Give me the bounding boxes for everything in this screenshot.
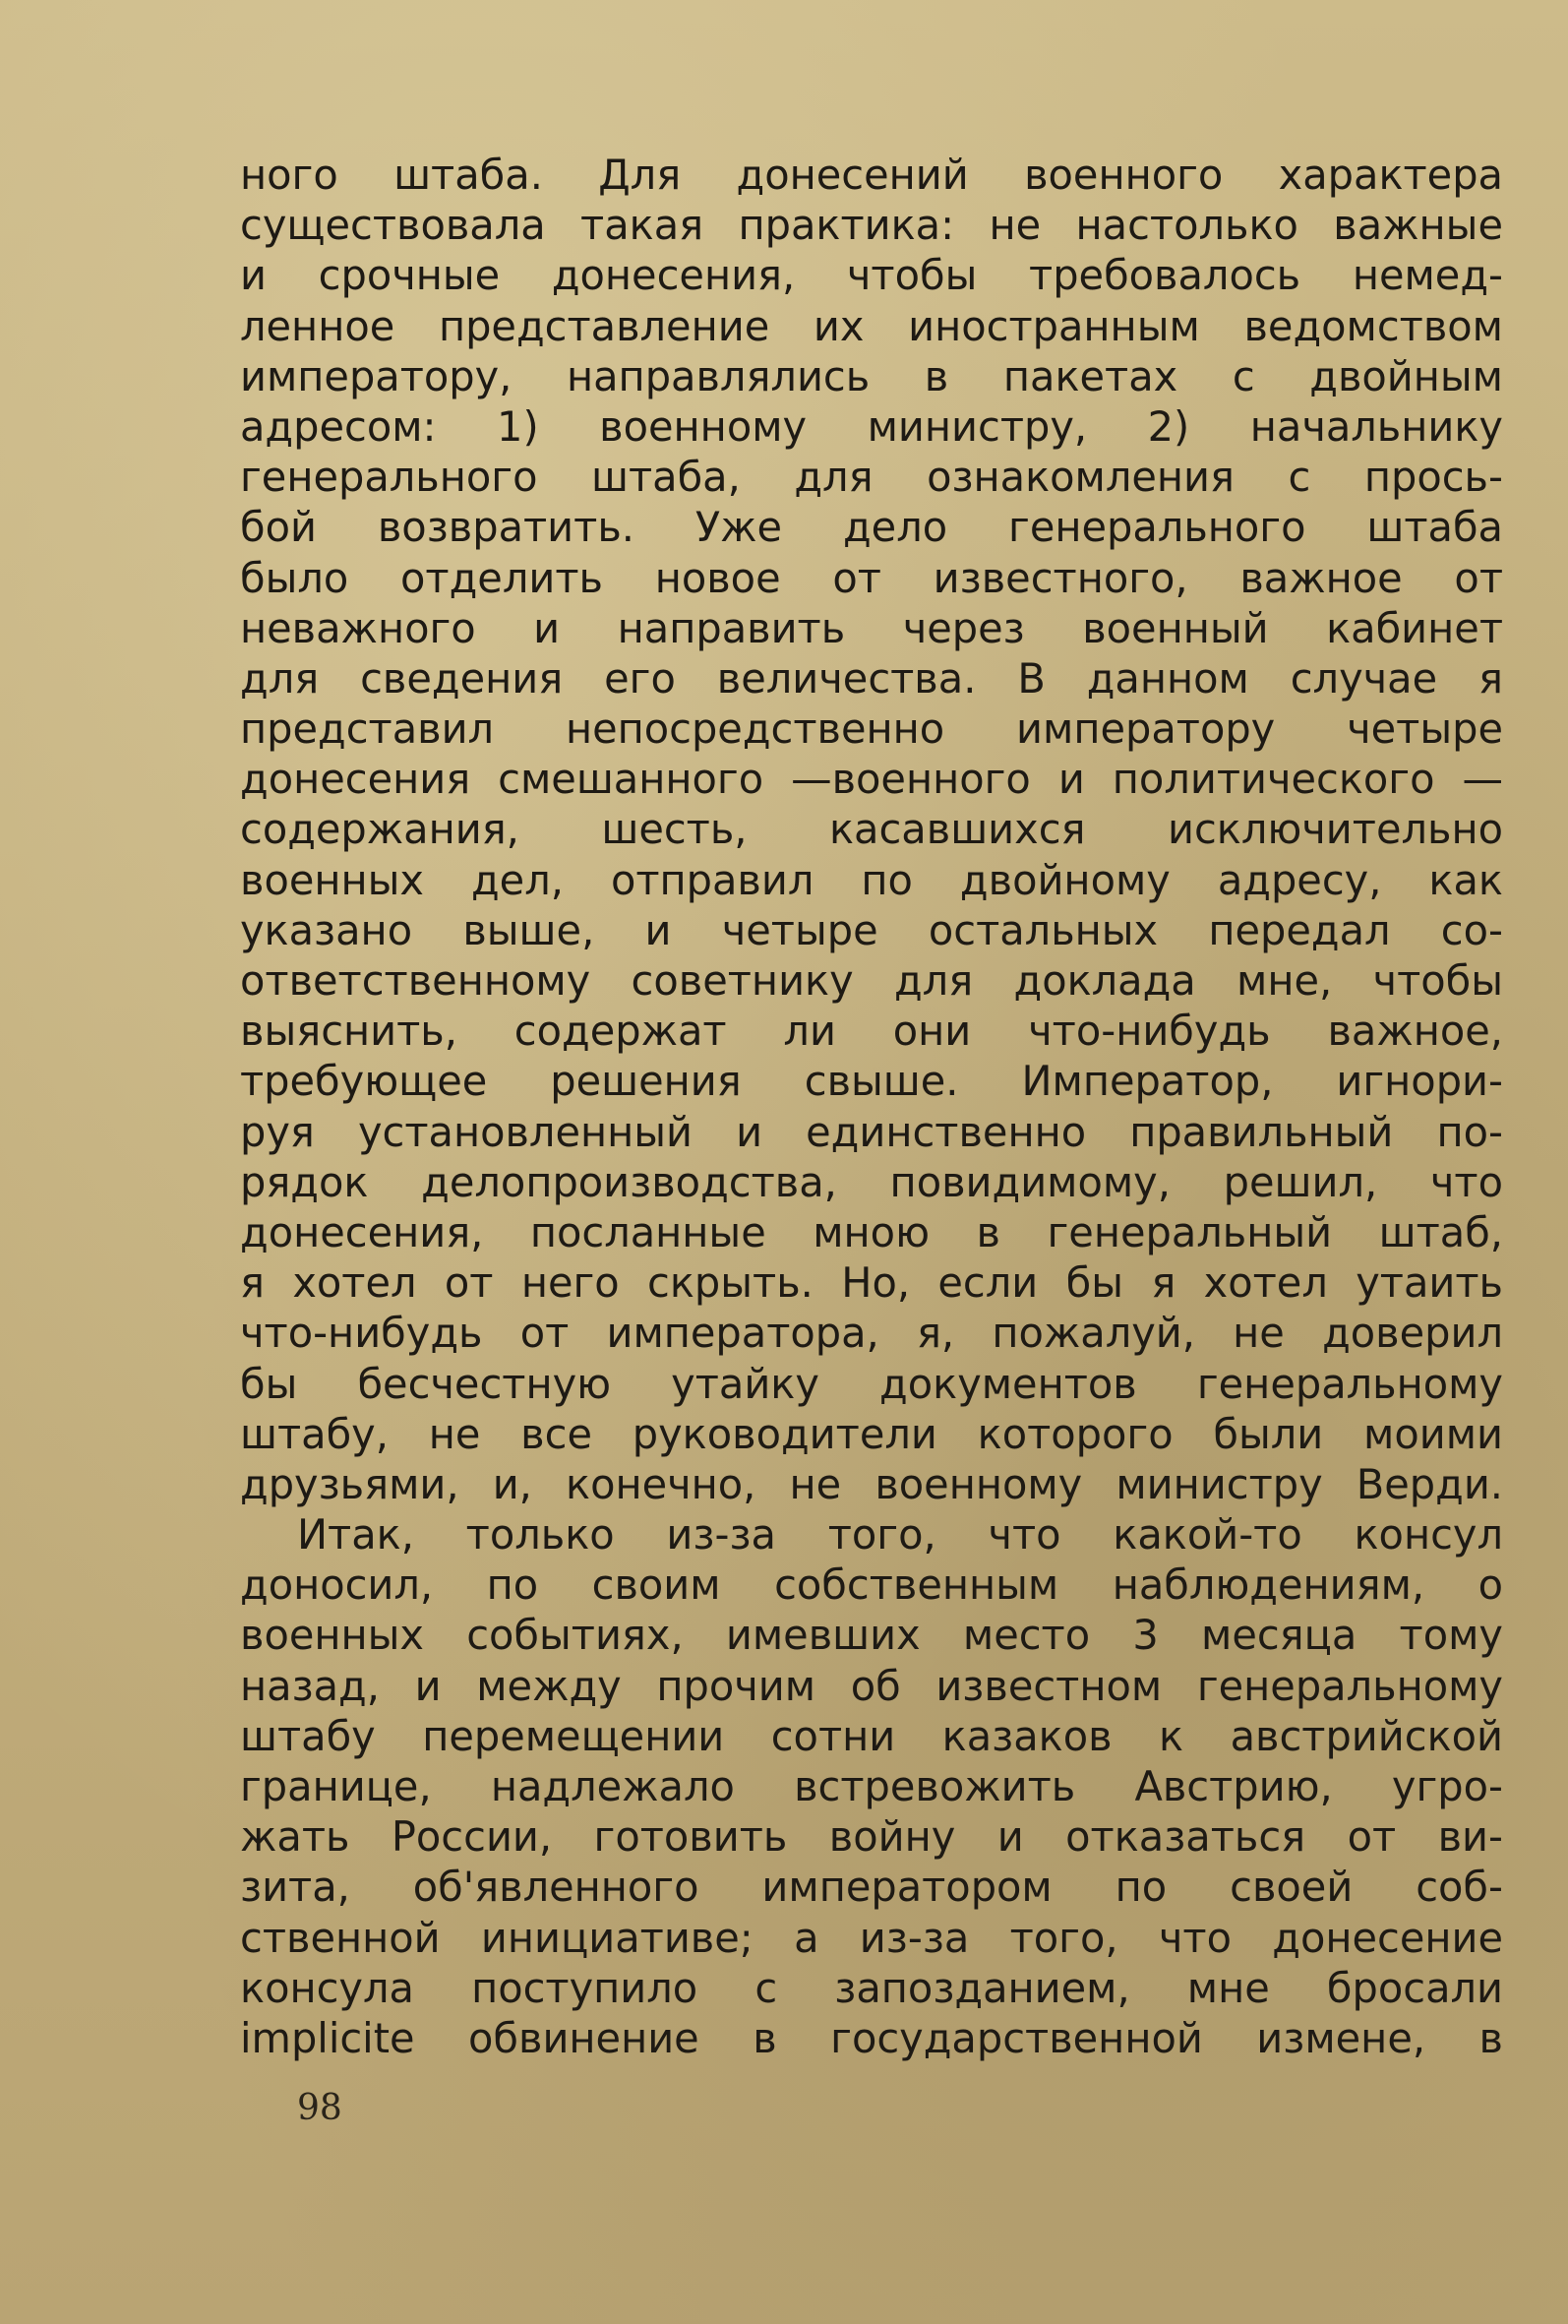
text-line: существовала такая практика: не настолько важные	[240, 201, 1503, 250]
text-line: консула поступило с запозданием, мне бросали	[240, 1963, 1503, 2012]
text-line: бы бесчестную утайку документов генеральному	[240, 1359, 1503, 1408]
text-line: требующее решения свыше. Император, игнори-	[240, 1057, 1503, 1106]
text-line: штабу, не все руководители которого были моими	[240, 1409, 1503, 1458]
text-line: выяснить, содержат ли они что-нибудь важное,	[240, 1007, 1503, 1056]
text-line: что-нибудь от императора, я, пожалуй, не доверил	[240, 1309, 1503, 1358]
text-line: бой возвратить. Уже дело генерального штаба	[240, 503, 1503, 552]
text-line: друзьями, и, конечно, не военному министру Верди.	[240, 1459, 1503, 1508]
text-line: ного штаба. Для донесений военного характера	[240, 151, 1503, 199]
text-line: ответственному советнику для доклада мне, чтобы	[240, 956, 1503, 1005]
text-line: военных событиях, имевших место 3 месяца тому	[240, 1611, 1503, 1660]
paragraph-start-line: Итак, только из-за того, что какой-то консул	[297, 1510, 1503, 1560]
text-line: императору, направлялись в пакетах с двойным	[240, 351, 1503, 400]
text-line: содержания, шесть, касавшихся исключительно	[240, 805, 1503, 854]
text-line: руя установленный и единственно правильный по-	[240, 1107, 1503, 1156]
text-line: военных дел, отправил по двойному адресу, как	[240, 855, 1503, 904]
text-line: для сведения его величества. В данном случае я	[240, 653, 1503, 703]
text-line: представил непосредственно императору четыре	[240, 704, 1503, 754]
text-line: я хотел от него скрыть. Но, если бы я хотел утаить	[240, 1258, 1503, 1308]
text-line: адресом: 1) военному министру, 2) начальнику	[240, 401, 1503, 451]
text-line: штабу перемещении сотни казаков к австрийской	[240, 1711, 1503, 1760]
text-line: донесения смешанного —военного и политического —	[240, 755, 1503, 804]
text-line: жать России, готовить войну и отказаться от ви-	[240, 1812, 1503, 1862]
page-number: 98	[297, 2088, 342, 2128]
text-line: границе, надлежало встревожить Австрию, угро-	[240, 1762, 1503, 1810]
text-line: и срочные донесения, чтобы требовалось немед-	[240, 251, 1503, 300]
text-line: ственной инициативе; а из-за того, что донесение	[240, 1913, 1503, 1962]
text-line: назад, и между прочим об известном генеральному	[240, 1661, 1503, 1710]
text-line: ленное представление их иностранным ведомством	[240, 301, 1503, 350]
text-line: было отделить новое от известного, важное от	[240, 553, 1503, 602]
text-line: implicite обвинение в государственной измене, в	[240, 2013, 1503, 2062]
text-line: рядок делопроизводства, повидимому, решил, что	[240, 1157, 1503, 1206]
text-line: генерального штаба, для ознакомления с прось-	[240, 453, 1503, 502]
text-line: донесения, посланные мною в генеральный штаб,	[240, 1207, 1503, 1256]
text-line: указано выше, и четыре остальных передал со-	[240, 905, 1503, 954]
text-line: зита, об'явленного императором по своей соб-	[240, 1863, 1503, 1912]
text-line: доносил, по своим собственным наблюдениям, о	[240, 1560, 1503, 1610]
body-text	[240, 150, 1503, 2063]
text-line: неважного и направить через военный кабинет	[240, 603, 1503, 652]
